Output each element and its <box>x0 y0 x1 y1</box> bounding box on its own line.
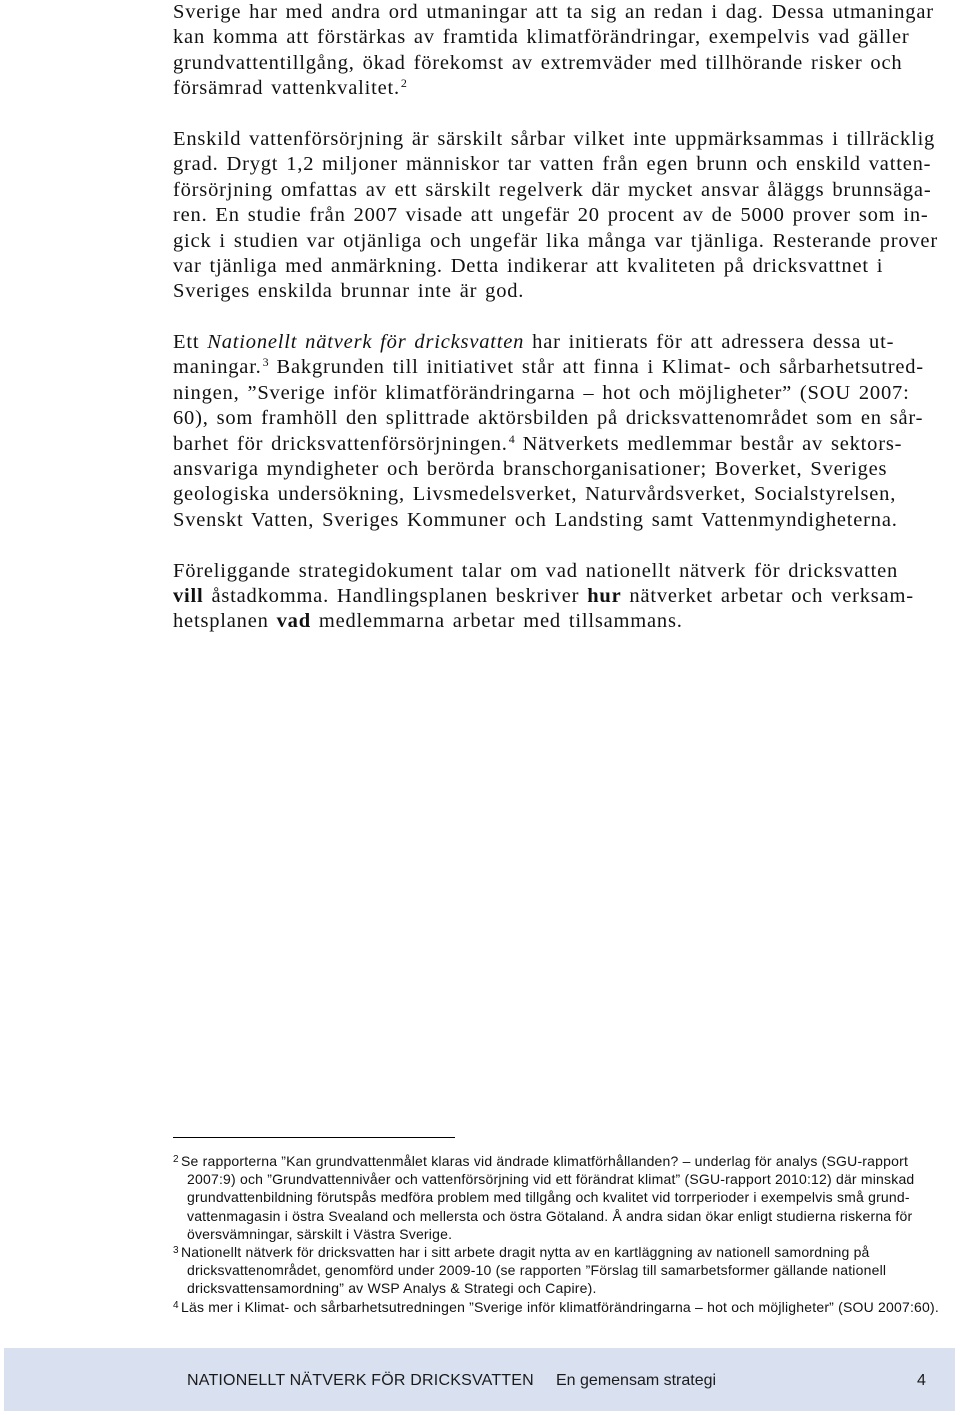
italic-network-name: Nationellt nätverk för dricksvatten <box>207 331 525 354</box>
footnote-text: Läs mer i Klimat- och sårbarhetsutredningen ”Sverige inför klimatförändringarna – hot och möjligheter” (SOU 2007:60). <box>181 1298 939 1315</box>
line-text: hetsplanen <box>173 610 277 633</box>
footnote-text: Se rapporterna ”Kan grundvattenmålet klaras vid ändrade klimatförhållanden? – underlag för analys (SGU-rapport <box>181 1153 909 1169</box>
line-text: medlemmarna arbetar med tillsammans. <box>310 610 683 633</box>
footnote <box>173 1243 958 1298</box>
text-line <box>173 584 958 609</box>
line-text: Bakgrunden till initiativet står att finna i Klimat- och sårbarhetsutred- <box>268 356 924 379</box>
footnote-line <box>173 1243 958 1261</box>
text-line: ningen, ”Sverige inför klimatförändringarna – hot och möjligheter” (SOU 2007: <box>173 381 910 404</box>
footnote-line: vattenmagasin i östra Svealand och mellersta och östra Götaland. Å andra sidan ökar enligt studierna riskerna för <box>187 1207 913 1224</box>
text-line: Sveriges enskilda brunnar inte är god. <box>173 280 525 303</box>
line-text: barhet för dricksvattenförsörjningen. <box>173 432 508 455</box>
footer-title: NATIONELLT NÄTVERK FÖR DRICKSVATTEN <box>187 1372 534 1389</box>
footnote-reference: 4 <box>508 431 515 446</box>
text-line: Föreliggande strategidokument talar om vad nationellt nätverk för dricksvatten <box>173 559 899 582</box>
footnote-reference: 3 <box>262 355 269 370</box>
footnote-line: grundvattenbildning förutspås medföra problem med tillgång och kvalitet vid torrperioder i exempelvis små grund- <box>187 1189 910 1206</box>
paragraph <box>173 0 958 102</box>
footnote <box>173 1152 958 1243</box>
footnote-line: dricksvattenområdet, genomförd under 2009-10 (se rapporten ”Förslag till samarbetsformer gällande nationell <box>187 1262 887 1279</box>
text-line <box>173 609 958 634</box>
line-text: Nätverkets medlemmar består av sektors- <box>514 432 903 455</box>
footnote-line <box>173 1298 958 1316</box>
footnote-line: dricksvattensamordning” av WSP Analys & Strategi och Capire). <box>187 1280 597 1297</box>
footnotes <box>173 1152 958 1316</box>
line-text: har initierats för att adressera dessa ut- <box>524 331 895 354</box>
text-line: 60), som framhöll den splittrade aktörsbilden på dricksvattenområdet som en sår- <box>173 407 924 430</box>
page-number: 4 <box>917 1372 926 1389</box>
text-line: Svenskt Vatten, Sveriges Kommuner och Landsting samt Vattenmyndigheterna. <box>173 508 898 531</box>
text-line: var tjänliga med anmärkning. Detta indikerar att kvaliteten på dricksvattnet i <box>173 254 884 277</box>
footnote-number: 3 <box>173 1244 179 1256</box>
text-line: Enskild vattenförsörjning är särskilt sårbar vilket inte uppmärksammas i tillräcklig <box>173 127 936 150</box>
line-text: Ett <box>173 331 208 354</box>
text-line: gick i studien var otjänliga och ungefär lika många var tjänliga. Resterande prover <box>173 229 938 252</box>
text-line: grundvattentillgång, ökad förekomst av extremväder med tillhörande risker och <box>173 51 903 74</box>
footnote-number: 2 <box>173 1154 179 1165</box>
paragraph <box>173 330 958 533</box>
footnote-reference: 2 <box>400 76 407 91</box>
footer-band <box>4 1348 955 1411</box>
line-text: försämrad vattenkvalitet. <box>173 77 400 100</box>
line-text: nätverket arbetar och verksam- <box>621 584 914 607</box>
footnote-line <box>173 1152 958 1170</box>
body-text <box>173 0 958 660</box>
footnote <box>173 1298 958 1316</box>
footer-subtitle: En gemensam strategi <box>556 1372 717 1389</box>
text-line: geologiska undersökning, Livsmedelsverket, Naturvårdsverket, Socialstyrelsen, <box>173 483 897 506</box>
line-text: åstadkomma. Handlingsplanen beskriver <box>203 584 588 607</box>
text-line: ren. En studie från 2007 visade att ungefär 20 procent av de 5000 prover som in- <box>173 204 929 227</box>
text-line: försörjning omfattas av ett särskilt regelverk där mycket ansvar åläggs brunnsäga- <box>173 178 932 201</box>
footnote-text: Nationellt nätverk för dricksvatten har i sitt arbete dragit nytta av en kartläggning av nationell samordning på <box>181 1243 870 1260</box>
footnote-separator <box>173 1137 455 1138</box>
bold-keyword: vill <box>173 584 204 607</box>
text-line <box>173 355 958 380</box>
text-line <box>173 432 958 457</box>
footnote-line: översvämningar, särskilt i Västra Sverige. <box>187 1225 453 1242</box>
paragraph <box>173 559 958 635</box>
paragraph <box>173 127 958 305</box>
text-line <box>173 76 958 101</box>
footnote-number: 4 <box>173 1299 179 1311</box>
bold-keyword: vad <box>276 610 311 633</box>
text-line: grad. Drygt 1,2 miljoner människor tar vatten från egen brunn och enskild vatten- <box>173 153 932 176</box>
text-line: ansvariga myndigheter och berörda branschorganisationer; Boverket, Sveriges <box>173 458 888 481</box>
text-line <box>173 330 958 355</box>
text-line: Sverige har med andra ord utmaningar att ta sig an redan i dag. Dessa utmaningar <box>173 1 934 23</box>
text-line: kan komma att förstärkas av framtida klimatförändringar, exempelvis vad gäller <box>173 26 910 49</box>
line-text: maningar. <box>173 356 262 379</box>
footnote-line: 2007:9) och ”Grundvattennivåer och vattenförsörjning vid ett förändrat klimat” (SGU-rapport 2010:12) där minskad <box>187 1171 915 1188</box>
bold-keyword: hur <box>587 584 622 607</box>
